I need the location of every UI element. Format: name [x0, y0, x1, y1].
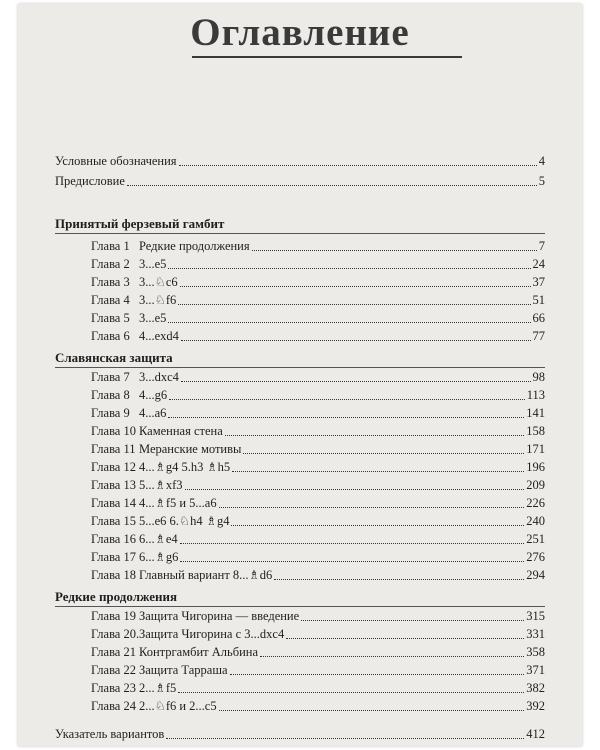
- toc-page-number: 98: [532, 370, 545, 384]
- dot-leader: [180, 286, 531, 287]
- toc-page-number: 5: [538, 174, 545, 188]
- toc-entry: [91, 439, 545, 457]
- toc-entry-label: [91, 550, 178, 565]
- title-underline: [192, 56, 462, 58]
- toc-page-number: 412: [526, 727, 545, 741]
- chapter-number: Глава 24: [91, 699, 136, 713]
- chapter-title: Редкие продолжения: [139, 239, 250, 253]
- dot-leader: [243, 453, 524, 454]
- toc-entry-label: [91, 645, 258, 660]
- page-title: Оглавление: [190, 11, 410, 54]
- toc-page-number: 66: [532, 311, 545, 325]
- dot-leader: [166, 738, 524, 739]
- chapter-title: 3...dxc4: [139, 370, 179, 384]
- toc-page-number: 331: [526, 627, 545, 641]
- chapter-title: 6...♗g6: [139, 550, 179, 564]
- dot-leader: [219, 710, 525, 711]
- toc-entry: [91, 290, 545, 308]
- dot-leader: [301, 620, 524, 621]
- toc-page-number: 37: [532, 275, 545, 289]
- toc-entry: [91, 511, 545, 529]
- toc-page-number: 141: [526, 406, 545, 420]
- toc-page-number: 358: [526, 645, 545, 659]
- chapter-number: Глава 18: [91, 568, 136, 582]
- dot-leader: [180, 561, 524, 562]
- dot-leader: [252, 250, 537, 251]
- toc-page-number: 7: [538, 239, 545, 253]
- toc-page-number: 315: [526, 609, 545, 623]
- section-underline: [55, 233, 545, 234]
- toc-entry: [91, 529, 545, 547]
- dot-leader: [230, 674, 525, 675]
- chapter-title: Защита Чигорина с 3...dxc4: [139, 627, 285, 641]
- toc-entry: [91, 326, 545, 344]
- chapter-title: 5...♗xf3: [139, 478, 183, 492]
- toc-page-number: 371: [526, 663, 545, 677]
- toc-entry-label: [91, 460, 230, 475]
- dot-leader: [185, 489, 525, 490]
- toc-entry: [91, 308, 545, 326]
- toc-page-number: 382: [526, 681, 545, 695]
- dot-leader: [231, 525, 524, 526]
- chapter-number: Глава 14: [91, 496, 136, 510]
- chapter-number: Глава 4: [91, 293, 130, 307]
- toc-page-number: 209: [526, 478, 545, 492]
- toc-entry-index: [55, 724, 545, 742]
- toc-entry-label: Предисловие: [55, 174, 125, 188]
- chapter-number: Глава 16: [91, 532, 136, 546]
- toc-entry-label: [91, 609, 299, 624]
- toc-page-number: 4: [538, 154, 545, 168]
- chapter-title: 4...exd4: [139, 329, 179, 343]
- toc-entry: [91, 696, 545, 714]
- toc-entry: [91, 367, 545, 385]
- dot-leader: [168, 322, 530, 323]
- dot-leader: [286, 638, 524, 639]
- toc-entry-label: [91, 370, 179, 385]
- chapter-number: Глава 8: [91, 388, 130, 402]
- chapter-number: Глава 10: [91, 424, 136, 438]
- chapter-title: 2...♘f6 и 2...c5: [139, 699, 217, 713]
- toc-page-number: 196: [526, 460, 545, 474]
- chapter-number: Глава 7: [91, 370, 130, 384]
- dot-leader: [179, 165, 537, 166]
- toc-entry-label: Указатель вариантов: [55, 727, 165, 741]
- chapter-number: Глава 12: [91, 460, 136, 474]
- toc-page-number: 171: [526, 442, 545, 456]
- chapter-title: 3...♘f6: [139, 293, 177, 307]
- dot-leader: [178, 692, 524, 693]
- chapter-title: 3...e5: [139, 257, 167, 271]
- toc-page-number: 294: [526, 568, 545, 582]
- dot-leader: [168, 417, 524, 418]
- chapter-title: Контргамбит Альбина: [139, 645, 258, 659]
- dot-leader: [260, 656, 524, 657]
- toc-entry-label: [91, 627, 284, 642]
- dot-leader: [127, 185, 537, 186]
- chapter-title: 4...♗g4 5.h3 ♗h5: [139, 460, 231, 474]
- toc-entry: [91, 421, 545, 439]
- toc-page-number: 158: [526, 424, 545, 438]
- toc-page-number: 276: [526, 550, 545, 564]
- chapter-number: Глава 1: [91, 239, 130, 253]
- toc-entry: [91, 565, 545, 583]
- toc-entry-label: [91, 681, 176, 696]
- chapter-title: 5...e6 6.♘h4 ♗g4: [139, 514, 230, 528]
- chapter-title: Защита Чигорина — введение: [139, 609, 300, 623]
- chapter-number: Глава 11: [91, 442, 136, 456]
- toc-entry: [91, 475, 545, 493]
- toc-entry-label: [91, 478, 183, 493]
- toc-entry: [91, 254, 545, 272]
- chapter-title: 4...♗f5 и 5...a6: [139, 496, 217, 510]
- toc-entry: [91, 236, 545, 254]
- toc-entry: [91, 272, 545, 290]
- toc-entry-preface: [55, 171, 545, 189]
- toc-page-number: 77: [532, 329, 545, 343]
- toc-entry-label: [91, 406, 166, 421]
- dot-leader: [232, 471, 524, 472]
- chapter-number: Глава 3: [91, 275, 130, 289]
- chapter-title: 6...♗e4: [139, 532, 178, 546]
- toc-entry: [91, 457, 545, 475]
- dot-leader: [168, 268, 530, 269]
- chapter-title: 2...♗f5: [139, 681, 177, 695]
- toc-page-number: 226: [526, 496, 545, 510]
- chapter-title: Меранские мотивы: [139, 442, 242, 456]
- toc-entry-label: [91, 699, 217, 714]
- toc-entry-label: [91, 424, 223, 439]
- toc-entry-label: [91, 275, 178, 290]
- toc-entry-label: Условные обозначения: [55, 154, 177, 168]
- toc-page-number: 113: [526, 388, 545, 402]
- toc-entry: [91, 678, 545, 696]
- toc-page-number: 251: [526, 532, 545, 546]
- toc-page-number: 24: [532, 257, 545, 271]
- chapter-number: Глава 15: [91, 514, 136, 528]
- toc-entry-symbols: [55, 151, 545, 169]
- chapter-number: Глава 23: [91, 681, 136, 695]
- toc-entry: [91, 624, 545, 642]
- chapter-number: Глава 5: [91, 311, 130, 325]
- chapter-number: Глава 9: [91, 406, 130, 420]
- dot-leader: [219, 507, 525, 508]
- dot-leader: [181, 340, 531, 341]
- toc-entry: [91, 403, 545, 421]
- toc-entry-label: [91, 496, 217, 511]
- chapter-title: Каменная стена: [139, 424, 223, 438]
- chapter-title: 4...a6: [139, 406, 167, 420]
- toc-entry-label: [91, 293, 176, 308]
- section-heading: Славянская защита: [55, 350, 173, 365]
- dot-leader: [274, 579, 524, 580]
- toc-entry: [91, 547, 545, 565]
- toc-entry-label: [91, 239, 250, 254]
- chapter-number: Глава 2: [91, 257, 130, 271]
- toc-entry-label: [91, 388, 167, 403]
- toc-entry: [91, 642, 545, 660]
- toc-entry: [91, 385, 545, 403]
- toc-page-number: 392: [526, 699, 545, 713]
- chapter-number: Глава 17: [91, 550, 136, 564]
- dot-leader: [225, 435, 524, 436]
- chapter-number: Глава 22: [91, 663, 136, 677]
- dot-leader: [169, 399, 525, 400]
- chapter-title: Главный вариант 8...♗d6: [139, 568, 273, 582]
- toc-entry-label: [91, 568, 272, 583]
- book-page: [18, 4, 582, 746]
- toc-entry-label: [91, 663, 228, 678]
- chapter-title: 3...e5: [139, 311, 167, 325]
- toc-entry-label: [91, 442, 241, 457]
- section-heading: Редкие продолжения: [55, 589, 178, 604]
- toc-entry: [91, 606, 545, 624]
- section-heading: Принятый ферзевый гамбит: [55, 216, 225, 231]
- toc-entry-label: [91, 532, 178, 547]
- chapter-number: Глава 13: [91, 478, 136, 492]
- chapter-title: 4...g6: [139, 388, 168, 402]
- dot-leader: [180, 543, 525, 544]
- toc-page-number: 240: [526, 514, 545, 528]
- chapter-number: Глава 20.: [91, 627, 140, 641]
- chapter-number: Глава 19: [91, 609, 136, 623]
- toc-entry-label: [91, 329, 179, 344]
- toc-page-number: 51: [532, 293, 545, 307]
- toc-entry: [91, 493, 545, 511]
- chapter-title: 3...♘c6: [139, 275, 178, 289]
- dot-leader: [181, 381, 531, 382]
- toc-entry-label: [91, 257, 166, 272]
- dot-leader: [178, 304, 530, 305]
- toc-entry: [91, 660, 545, 678]
- chapter-number: Глава 21: [91, 645, 136, 659]
- chapter-title: Защита Тарраша: [139, 663, 228, 677]
- toc-entry-label: [91, 514, 229, 529]
- toc-entry-label: [91, 311, 166, 326]
- chapter-number: Глава 6: [91, 329, 130, 343]
